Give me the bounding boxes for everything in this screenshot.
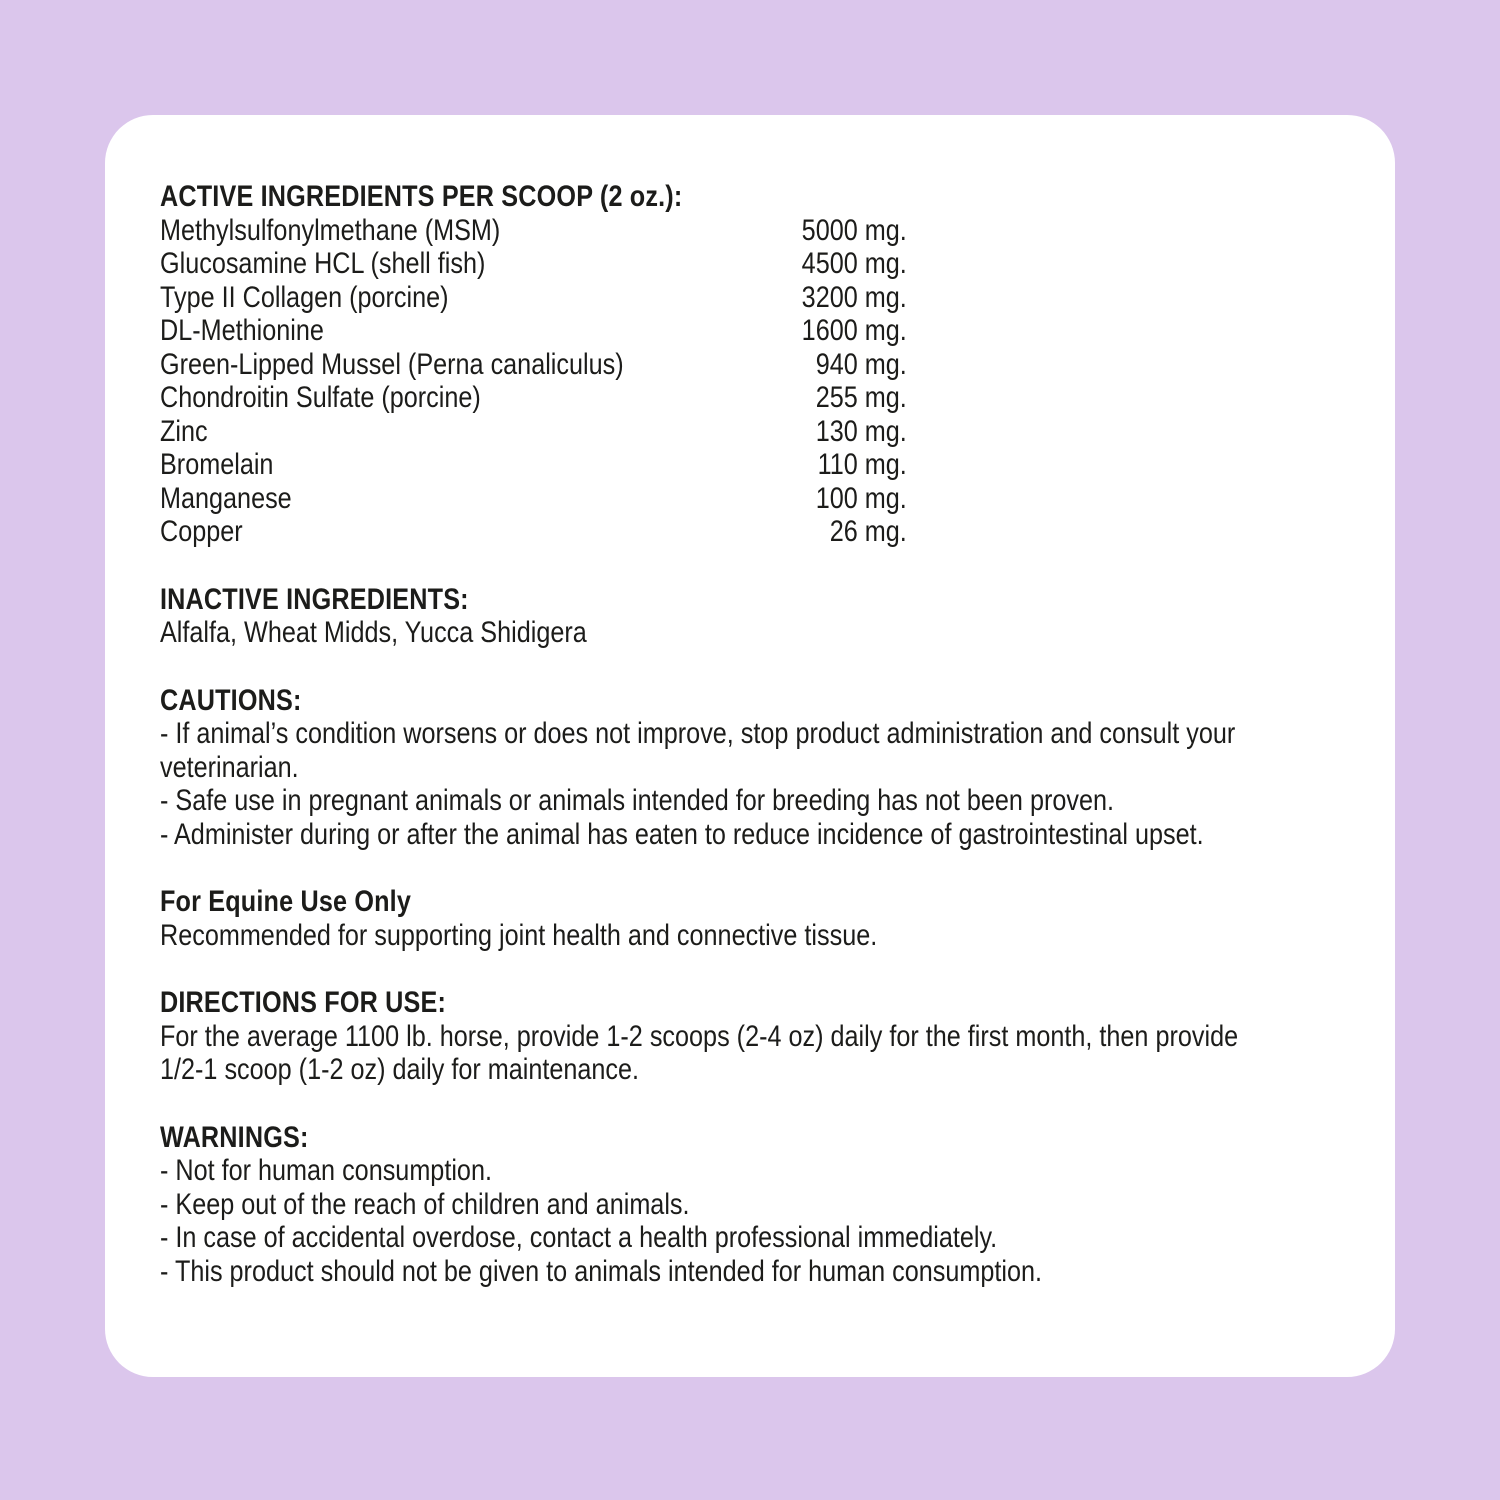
label-content — [160, 180, 1336, 1288]
equine-use-heading: For Equine Use Only — [160, 885, 412, 918]
ingredient-row — [160, 348, 907, 382]
ingredient-row — [160, 281, 907, 315]
ingredient-name: Copper — [160, 515, 243, 548]
warning-text-line: - This product should not be given to animals intended for human consumption. — [160, 1254, 1043, 1288]
ingredient-name: Chondroitin Sulfate (porcine) — [160, 381, 481, 414]
ingredient-amount: 130 mg. — [815, 414, 907, 448]
ingredient-amount: 940 mg. — [815, 347, 907, 381]
ingredient-row — [160, 415, 907, 449]
ingredient-row — [160, 515, 907, 549]
ingredient-name: DL-Methionine — [160, 314, 324, 347]
active-ingredients-heading: ACTIVE INGREDIENTS PER SCOOP (2 oz.): — [160, 180, 683, 213]
ingredient-row — [160, 314, 907, 348]
section-equine-use — [160, 885, 1336, 952]
ingredient-row — [160, 448, 907, 482]
warning-text-line: - In case of accidental overdose, contact a health professional immediately. — [160, 1221, 998, 1254]
section-directions — [160, 986, 1336, 1087]
directions-text-line: For the average 1100 lb. horse, provide 1-2 scoops (2-4 oz) daily for the first month, then provide — [160, 1019, 1239, 1053]
warnings-list — [160, 1154, 1336, 1288]
section-warnings — [160, 1121, 1336, 1289]
ingredient-amount: 3200 mg. — [801, 280, 907, 314]
caution-text-line: - Administer during or after the animal has eaten to reduce incidence of gastrointestinal upset. — [160, 817, 1204, 851]
ingredient-name: Methylsulfonylmethane (MSM) — [160, 213, 501, 247]
section-inactive-ingredients — [160, 583, 1336, 650]
active-ingredients-table — [160, 214, 907, 549]
warnings-heading: WARNINGS: — [160, 1120, 309, 1154]
ingredient-name: Bromelain — [160, 448, 274, 481]
warning-text-line: - Keep out of the reach of children and animals. — [160, 1187, 690, 1221]
ingredient-amount: 5000 mg. — [801, 213, 907, 247]
warning-text-line: - Not for human consumption. — [160, 1154, 492, 1187]
equine-use-body: Recommended for supporting joint health and connective tissue. — [160, 918, 878, 952]
caution-text-line: - If animal’s condition worsens or does not improve, stop product administration and consult your — [160, 717, 1236, 750]
ingredient-amount: 1600 mg. — [801, 314, 907, 347]
caution-text-line: veterinarian. — [160, 750, 299, 784]
inactive-ingredients-body: Alfalfa, Wheat Midds, Yucca Shidigera — [160, 616, 587, 649]
ingredient-name: Manganese — [160, 481, 292, 515]
ingredient-amount: 4500 mg. — [801, 247, 907, 280]
ingredient-row — [160, 381, 907, 415]
ingredient-row — [160, 482, 907, 516]
ingredient-amount: 110 mg. — [817, 448, 907, 481]
directions-text-line: 1/2-1 scoop (1-2 oz) daily for maintenance. — [160, 1053, 640, 1086]
ingredient-row — [160, 247, 907, 281]
ingredient-amount: 255 mg. — [815, 381, 907, 414]
ingredient-amount: 100 mg. — [815, 481, 907, 515]
directions-list — [160, 1020, 1336, 1087]
cautions-list — [160, 717, 1336, 851]
ingredient-row — [160, 214, 907, 248]
section-active-ingredients — [160, 180, 1336, 549]
label-card — [105, 115, 1395, 1377]
ingredient-name: Green-Lipped Mussel (Perna canaliculus) — [160, 347, 624, 381]
ingredient-name: Zinc — [160, 414, 208, 448]
directions-heading: DIRECTIONS FOR USE: — [160, 986, 447, 1019]
caution-text-line: - Safe use in pregnant animals or animals intended for breeding has not been proven. — [160, 784, 1115, 817]
section-cautions — [160, 684, 1336, 852]
ingredient-amount: 26 mg. — [829, 515, 907, 548]
ingredient-name: Glucosamine HCL (shell fish) — [160, 247, 486, 280]
inactive-ingredients-heading: INACTIVE INGREDIENTS: — [160, 582, 469, 616]
ingredient-name: Type II Collagen (porcine) — [160, 280, 449, 314]
cautions-heading: CAUTIONS: — [160, 683, 302, 717]
